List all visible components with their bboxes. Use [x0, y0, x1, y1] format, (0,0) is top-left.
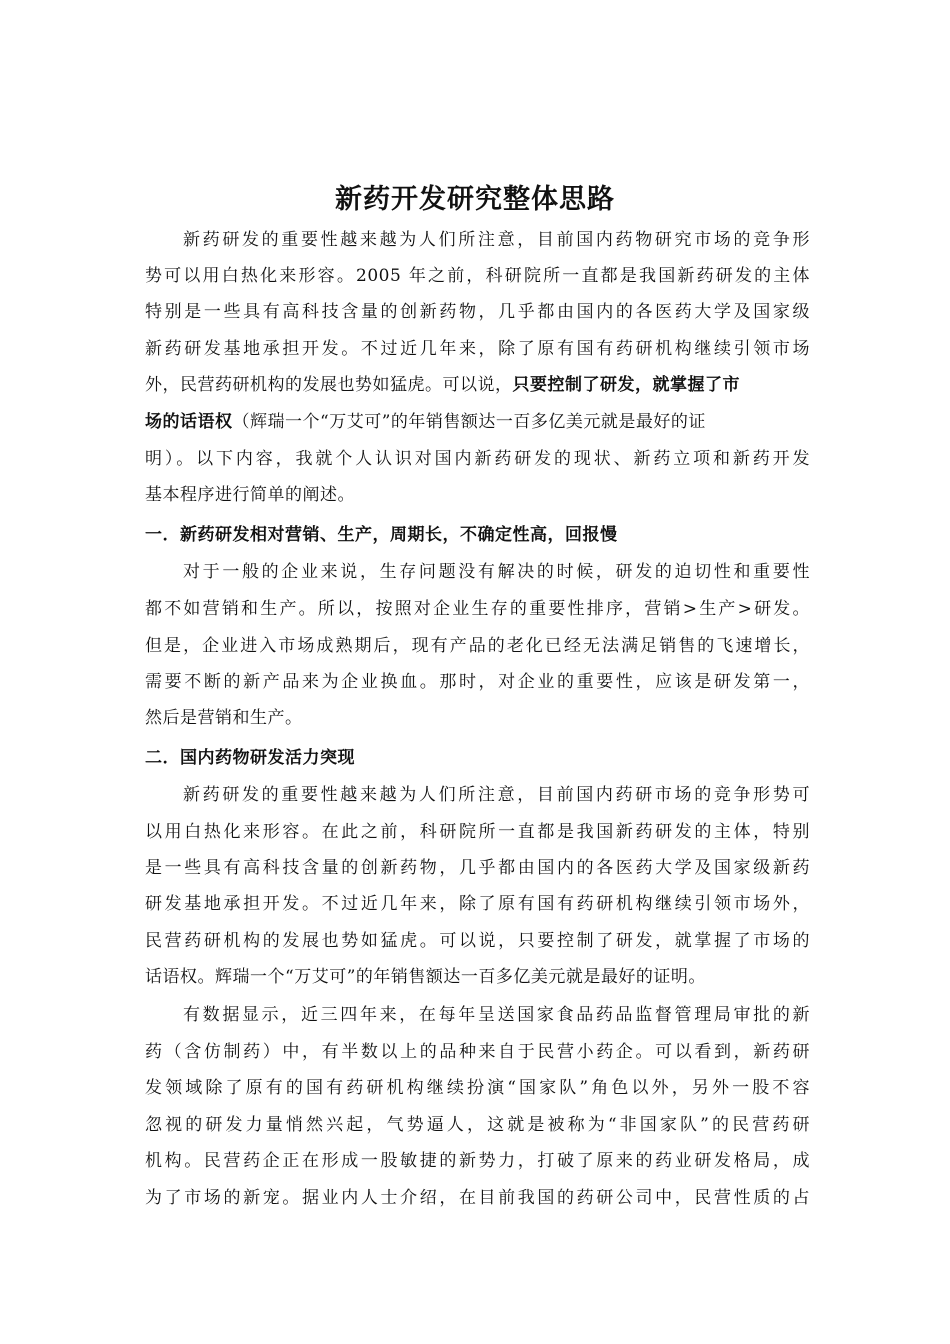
page-title: 新药开发研究整体思路: [335, 184, 615, 215]
section-2-p1-line-1: 新药研发的重要性越来越为人们所注意，目前国内药研市场的竞争形势可: [183, 785, 810, 805]
intro-line-6-text: （辉瑞一个“万艾可”的年销售额达一百多亿美元就是最好的证: [232, 412, 706, 432]
intro-line-5-text: 外，民营药研机构的发展也势如猛虎。可以说，: [145, 375, 513, 395]
intro-line-8: 基本程序进行简单的阐述。: [145, 485, 355, 505]
section-2-p2-line-5: 机构。民营药企正在形成一股敏捷的新势力，打破了原来的药业研发格局，成: [145, 1151, 810, 1171]
section-2-p2-line-3: 发领域除了原有的国有药研机构继续扮演“国家队”角色以外，另外一股不容: [145, 1078, 810, 1098]
section-1-line-5: 然后是营销和生产。: [145, 708, 303, 728]
intro-line-6-emphasis: 场的话语权: [145, 412, 233, 432]
intro-line-7: 明）。以下内容，我就个人认识对国内新药研发的现状、新药立项和新药开发: [145, 449, 810, 469]
section-2-p1-line-4: 研发基地承担开发。不过近几年来，除了原有国有药研机构继续引领市场外，: [145, 894, 810, 914]
intro-line-5: [145, 372, 810, 398]
intro-line-5-emphasis: 只要控制了研发，就掌握了市: [512, 375, 740, 395]
section-2-p1-line-5: 民营药研机构的发展也势如猛虎。可以说，只要控制了研发，就掌握了市场的: [145, 931, 810, 951]
section-2-p2-line-1: 有数据显示，近三四年来，在每年呈送国家食品药品监督管理局审批的新: [183, 1005, 810, 1025]
section-1-heading: 一．新药研发相对营销、生产，周期长，不确定性高，回报慢: [145, 525, 618, 545]
section-2-heading: 二．国内药物研发活力突现: [145, 748, 355, 768]
section-2-p2-line-2: 药（含仿制药）中，有半数以上的品种来自于民营小药企。可以看到，新药研: [145, 1042, 810, 1062]
section-2-p2-line-6: 为了市场的新宠。据业内人士介绍，在目前我国的药研公司中，民营性质的占: [145, 1188, 810, 1208]
section-1-line-3: 但是，企业进入市场成熟期后，现有产品的老化已经无法满足销售的飞速增长，: [145, 636, 810, 656]
section-1-line-1: 对于一般的企业来说，生存问题没有解决的时候，研发的迫切性和重要性: [183, 562, 810, 582]
intro-line-3: 特别是一些具有高科技含量的创新药物，几乎都由国内的各医药大学及国家级: [145, 302, 810, 322]
intro-line-1: 新药研发的重要性越来越为人们所注意，目前国内药物研究市场的竞争形: [183, 230, 810, 250]
intro-line-6: [145, 409, 810, 435]
section-1-line-4: 需要不断的新产品来为企业换血。那时，对企业的重要性，应该是研发第一，: [145, 672, 810, 692]
section-2-p2-line-4: 忽视的研发力量悄然兴起，气势逼人，这就是被称为“非国家队”的民营药研: [145, 1115, 810, 1135]
section-1-line-2: 都不如营销和生产。所以，按照对企业生存的重要性排序，营销>生产>研发。: [145, 599, 810, 619]
intro-line-4: 新药研发基地承担开发。不过近几年来，除了原有国有药研机构继续引领市场: [145, 339, 810, 359]
section-2-p1-line-2: 以用白热化来形容。在此之前，科研院所一直都是我国新药研发的主体，特别: [145, 822, 810, 842]
intro-line-2: 势可以用白热化来形容。2005 年之前，科研院所一直都是我国新药研发的主体: [145, 266, 810, 286]
section-2-p1-line-6: 话语权。辉瑞一个“万艾可”的年销售额达一百多亿美元就是最好的证明。: [145, 967, 706, 987]
section-2-p1-line-3: 是一些具有高科技含量的创新药物，几乎都由国内的各医药大学及国家级新药: [145, 858, 810, 878]
